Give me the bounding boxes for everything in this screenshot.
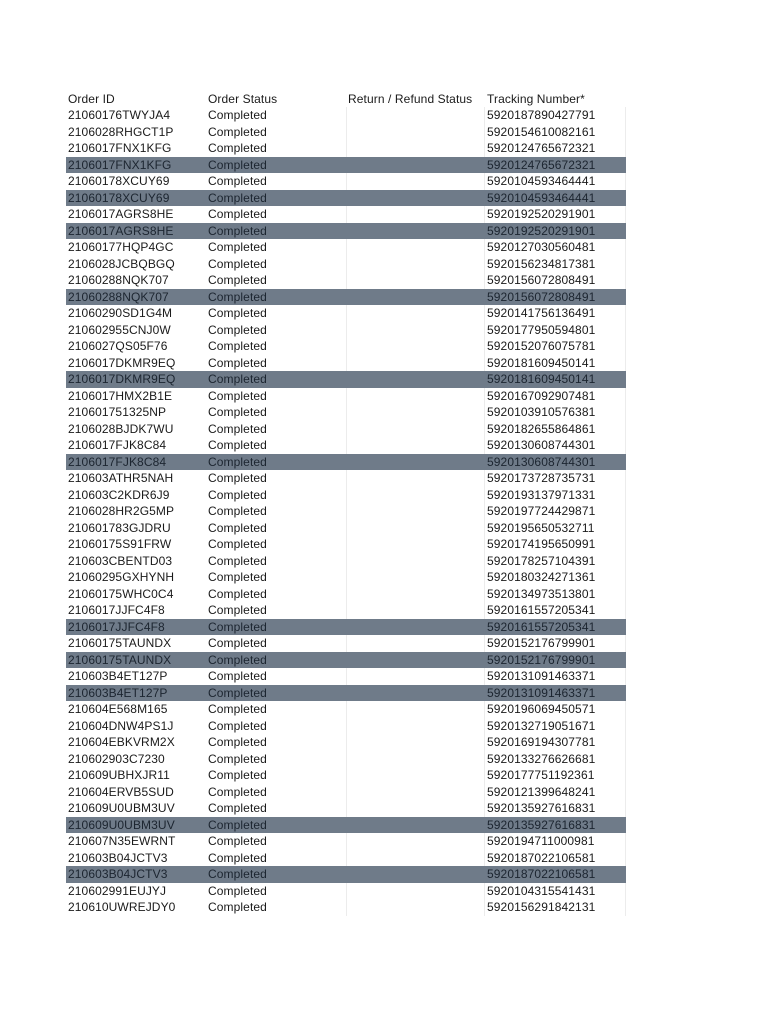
order-id-cell: 210601783GJDRU — [68, 520, 171, 535]
tracking-number-cell: 5920132719051671 — [485, 718, 626, 735]
tracking-number-cell: 5920193137971331 — [485, 487, 626, 504]
order-id-cell: 2106028HR2G5MP — [68, 504, 175, 518]
table-row — [66, 223, 626, 240]
tracking-number-cell: 5920187022106581 — [485, 850, 626, 867]
order-table — [66, 90, 626, 916]
order-status-cell: Completed — [208, 718, 267, 733]
table-header — [66, 90, 626, 107]
table-row — [66, 289, 626, 306]
tracking-number-cell: 5920124765672321 — [485, 140, 626, 157]
order-id-cell: 21060175TAUNDX — [68, 652, 172, 667]
order-id-cell: 2106017FJK8C84 — [68, 454, 167, 469]
tracking-number-cell: 5920124765672321 — [485, 157, 626, 174]
order-status-cell: Completed — [208, 306, 267, 320]
order-status-cell: Completed — [208, 784, 267, 799]
refund-status-cell — [346, 586, 485, 603]
tracking-number-cell: 5920177950594801 — [485, 322, 626, 339]
tracking-number-cell: 5920141756136491 — [485, 305, 626, 322]
order-status-cell: Completed — [208, 520, 267, 535]
table-row — [66, 256, 626, 273]
refund-status-cell — [346, 866, 485, 883]
tracking-number-cell: 5920131091463371 — [485, 685, 626, 702]
order-status-cell: Completed — [208, 685, 267, 700]
order-id-cell: 2106017AGRS8HE — [68, 207, 174, 221]
refund-status-cell — [346, 817, 485, 834]
order-status-cell: Completed — [208, 570, 267, 584]
tracking-number-cell: 5920194711000981 — [485, 833, 626, 850]
refund-status-cell — [346, 140, 485, 157]
tracking-number-cell: 5920134973513801 — [485, 586, 626, 603]
refund-status-cell — [346, 107, 485, 124]
order-id-cell: 21060290SD1G4M — [68, 306, 173, 320]
refund-status-cell — [346, 751, 485, 768]
tracking-number-cell: 5920156072808491 — [485, 272, 626, 289]
order-status-cell: Completed — [208, 141, 267, 155]
order-id-cell: 210603B04JCTV3 — [68, 850, 168, 865]
table-row — [66, 124, 626, 141]
table-row — [66, 388, 626, 405]
tracking-number-cell: 5920154610082161 — [485, 124, 626, 141]
table-row — [66, 586, 626, 603]
header-tracking-number: Tracking Number* — [487, 92, 585, 106]
order-id-cell: 210604ERVB5SUD — [68, 784, 174, 799]
refund-status-cell — [346, 899, 485, 916]
table-row — [66, 305, 626, 322]
order-status-cell: Completed — [208, 883, 267, 898]
order-id-cell: 210604EBKVRM2X — [68, 735, 175, 749]
table-row — [66, 470, 626, 487]
order-status-cell: Completed — [208, 471, 267, 485]
refund-status-cell — [346, 223, 485, 240]
table-row — [66, 520, 626, 537]
header-order-status: Order Status — [208, 92, 278, 106]
refund-status-cell — [346, 718, 485, 735]
tracking-number-cell: 5920192520291901 — [485, 223, 626, 240]
table-row — [66, 866, 626, 883]
table-row — [66, 454, 626, 471]
tracking-number-cell: 5920156291842131 — [485, 899, 626, 916]
table-row — [66, 602, 626, 619]
table-body — [66, 107, 626, 916]
header-refund-status: Return / Refund Status — [348, 92, 473, 106]
order-status-cell: Completed — [208, 454, 267, 469]
table-row — [66, 487, 626, 504]
table-row — [66, 107, 626, 124]
order-status-cell: Completed — [208, 372, 267, 386]
order-status-cell: Completed — [208, 537, 267, 551]
refund-status-cell — [346, 850, 485, 867]
order-id-cell: 210609UBHXJR11 — [68, 768, 170, 782]
refund-status-cell — [346, 272, 485, 289]
order-status-cell: Completed — [208, 867, 267, 881]
order-status-cell: Completed — [208, 586, 267, 601]
tracking-number-cell: 5920197724429871 — [485, 503, 626, 520]
order-status-cell: Completed — [208, 553, 267, 568]
tracking-number-cell: 5920161557205341 — [485, 602, 626, 619]
table-row — [66, 734, 626, 751]
order-status-cell: Completed — [208, 256, 267, 271]
order-id-cell: 210602991EUJYJ — [68, 883, 167, 898]
table-row — [66, 652, 626, 669]
order-id-cell: 2106028JCBQBGQ — [68, 256, 175, 271]
tracking-number-cell: 5920187890427791 — [485, 107, 626, 124]
order-status-cell: Completed — [208, 108, 267, 122]
tracking-number-cell: 5920131091463371 — [485, 668, 626, 685]
order-id-cell: 210603C2KDR6J9 — [68, 487, 170, 502]
refund-status-cell — [346, 173, 485, 190]
table-row — [66, 173, 626, 190]
order-id-cell: 21060176TWYJA4 — [68, 108, 171, 122]
order-status-cell: Completed — [208, 388, 267, 403]
table-row — [66, 553, 626, 570]
tracking-number-cell: 5920174195650991 — [485, 536, 626, 553]
refund-status-cell — [346, 206, 485, 223]
table-row — [66, 668, 626, 685]
order-id-cell: 210603B4ET127P — [68, 669, 168, 683]
order-status-cell: Completed — [208, 669, 267, 683]
tracking-number-cell: 5920104315541431 — [485, 883, 626, 900]
order-id-cell: 2106028RHGCT1P — [68, 124, 174, 139]
order-status-cell: Completed — [208, 619, 267, 634]
refund-status-cell — [346, 520, 485, 537]
refund-status-cell — [346, 784, 485, 801]
order-status-cell: Completed — [208, 900, 267, 914]
refund-status-cell — [346, 800, 485, 817]
refund-status-cell — [346, 487, 485, 504]
order-status-cell: Completed — [208, 817, 267, 832]
order-status-cell: Completed — [208, 157, 267, 172]
tracking-number-cell: 5920135927616831 — [485, 817, 626, 834]
order-status-cell: Completed — [208, 174, 267, 188]
order-status-cell: Completed — [208, 355, 267, 370]
tracking-number-cell: 5920167092907481 — [485, 388, 626, 405]
tracking-number-cell: 5920161557205341 — [485, 619, 626, 636]
order-status-cell: Completed — [208, 240, 267, 254]
refund-status-cell — [346, 569, 485, 586]
table-row — [66, 817, 626, 834]
refund-status-cell — [346, 355, 485, 372]
tracking-number-cell: 5920104593464441 — [485, 173, 626, 190]
order-status-cell: Completed — [208, 504, 267, 518]
refund-status-cell — [346, 454, 485, 471]
order-id-cell: 2106017JJFC4F8 — [68, 619, 165, 634]
order-id-cell: 210601751325NP — [68, 405, 167, 419]
table-row — [66, 685, 626, 702]
order-id-cell: 210607N35EWRNT — [68, 834, 176, 848]
order-id-cell: 2106017FJK8C84 — [68, 438, 167, 452]
tracking-number-cell: 5920195650532711 — [485, 520, 626, 537]
order-id-cell: 210603B4ET127P — [68, 685, 168, 700]
order-status-cell: Completed — [208, 702, 267, 716]
table-row — [66, 701, 626, 718]
order-status-cell: Completed — [208, 322, 267, 337]
refund-status-cell — [346, 470, 485, 487]
table-row — [66, 206, 626, 223]
order-id-cell: 210602903C7230 — [68, 751, 165, 766]
table-row — [66, 404, 626, 421]
refund-status-cell — [346, 388, 485, 405]
tracking-number-cell: 5920173728735731 — [485, 470, 626, 487]
tracking-number-cell: 5920133276626681 — [485, 751, 626, 768]
order-id-cell: 21060175S91FRW — [68, 537, 172, 551]
order-status-cell: Completed — [208, 487, 267, 502]
tracking-number-cell: 5920130608744301 — [485, 437, 626, 454]
order-id-cell: 2106028BJDK7WU — [68, 421, 174, 436]
table-row — [66, 883, 626, 900]
refund-status-cell — [346, 734, 485, 751]
refund-status-cell — [346, 305, 485, 322]
refund-status-cell — [346, 404, 485, 421]
order-id-cell: 2106017AGRS8HE — [68, 223, 174, 238]
refund-status-cell — [346, 437, 485, 454]
order-status-cell: Completed — [208, 273, 267, 287]
order-id-cell: 21060175TAUNDX — [68, 636, 172, 650]
refund-status-cell — [346, 289, 485, 306]
refund-status-cell — [346, 619, 485, 636]
refund-status-cell — [346, 635, 485, 652]
tracking-number-cell: 5920181609450141 — [485, 371, 626, 388]
table-row — [66, 322, 626, 339]
order-status-cell: Completed — [208, 421, 267, 436]
table-row — [66, 833, 626, 850]
refund-status-cell — [346, 124, 485, 141]
order-id-cell: 21060177HQP4GC — [68, 240, 174, 254]
refund-status-cell — [346, 421, 485, 438]
table-row — [66, 767, 626, 784]
tracking-number-cell: 5920192520291901 — [485, 206, 626, 223]
order-id-cell: 21060288NQK707 — [68, 273, 169, 287]
table-row — [66, 239, 626, 256]
tracking-number-cell: 5920196069450571 — [485, 701, 626, 718]
order-id-cell: 21060178XCUY69 — [68, 190, 170, 205]
order-id-cell: 21060175WHC0C4 — [68, 586, 174, 601]
order-status-cell: Completed — [208, 339, 267, 353]
refund-status-cell — [346, 602, 485, 619]
order-status-cell: Completed — [208, 223, 267, 238]
order-status-cell: Completed — [208, 850, 267, 865]
tracking-number-cell: 5920135927616831 — [485, 800, 626, 817]
refund-status-cell — [346, 833, 485, 850]
order-id-cell: 21060178XCUY69 — [68, 174, 170, 188]
refund-status-cell — [346, 239, 485, 256]
order-id-cell: 2106017FNX1KFG — [68, 157, 172, 172]
table-row — [66, 899, 626, 916]
order-status-cell: Completed — [208, 190, 267, 205]
order-status-cell: Completed — [208, 636, 267, 650]
table-row — [66, 157, 626, 174]
order-id-cell: 210604E568M165 — [68, 702, 168, 716]
table-row — [66, 536, 626, 553]
tracking-number-cell: 5920104593464441 — [485, 190, 626, 207]
order-id-cell: 210604DNW4PS1J — [68, 718, 174, 733]
tracking-number-cell: 5920103910576381 — [485, 404, 626, 421]
refund-status-cell — [346, 503, 485, 520]
refund-status-cell — [346, 652, 485, 669]
table-row — [66, 437, 626, 454]
order-id-cell: 210610UWREJDY0 — [68, 900, 176, 914]
refund-status-cell — [346, 536, 485, 553]
tracking-number-cell: 5920130608744301 — [485, 454, 626, 471]
tracking-number-cell: 5920182655864861 — [485, 421, 626, 438]
refund-status-cell — [346, 338, 485, 355]
order-id-cell: 210603B04JCTV3 — [68, 867, 168, 881]
tracking-number-cell: 5920156234817381 — [485, 256, 626, 273]
refund-status-cell — [346, 668, 485, 685]
order-status-cell: Completed — [208, 603, 267, 617]
table-row — [66, 850, 626, 867]
refund-status-cell — [346, 883, 485, 900]
table-row — [66, 751, 626, 768]
table-row — [66, 140, 626, 157]
table-row — [66, 371, 626, 388]
order-id-cell: 210603CBENTD03 — [68, 553, 173, 568]
tracking-number-cell: 5920177751192361 — [485, 767, 626, 784]
table-row — [66, 338, 626, 355]
tracking-number-cell: 5920156072808491 — [485, 289, 626, 306]
table-row — [66, 503, 626, 520]
order-id-cell: 210609U0UBM3UV — [68, 817, 175, 832]
tracking-number-cell: 5920178257104391 — [485, 553, 626, 570]
refund-status-cell — [346, 157, 485, 174]
refund-status-cell — [346, 553, 485, 570]
order-id-cell: 2106017JJFC4F8 — [68, 603, 165, 617]
order-status-cell: Completed — [208, 768, 267, 782]
table-row — [66, 784, 626, 801]
table-row — [66, 355, 626, 372]
table-row — [66, 272, 626, 289]
refund-status-cell — [346, 767, 485, 784]
tracking-number-cell: 5920121399648241 — [485, 784, 626, 801]
refund-status-cell — [346, 322, 485, 339]
order-id-cell: 2106017FNX1KFG — [68, 141, 172, 155]
order-id-cell: 2106027QS05F76 — [68, 339, 168, 353]
order-id-cell: 21060288NQK707 — [68, 289, 169, 304]
table-row — [66, 619, 626, 636]
order-id-cell: 210609U0UBM3UV — [68, 801, 175, 815]
order-status-cell: Completed — [208, 652, 267, 667]
order-id-cell: 2106017HMX2B1E — [68, 388, 173, 403]
refund-status-cell — [346, 371, 485, 388]
refund-status-cell — [346, 685, 485, 702]
table-row — [66, 190, 626, 207]
tracking-number-cell: 5920187022106581 — [485, 866, 626, 883]
order-id-cell: 2106017DKMR9EQ — [68, 372, 176, 386]
refund-status-cell — [346, 701, 485, 718]
tracking-number-cell: 5920169194307781 — [485, 734, 626, 751]
table-row — [66, 800, 626, 817]
tracking-number-cell: 5920152176799901 — [485, 635, 626, 652]
order-id-cell: 210603ATHR5NAH — [68, 471, 174, 485]
table-row — [66, 635, 626, 652]
tracking-number-cell: 5920152076075781 — [485, 338, 626, 355]
refund-status-cell — [346, 190, 485, 207]
tracking-number-cell: 5920180324271361 — [485, 569, 626, 586]
tracking-number-cell: 5920127030560481 — [485, 239, 626, 256]
order-status-cell: Completed — [208, 735, 267, 749]
order-id-cell: 21060295GXHYNH — [68, 570, 175, 584]
order-status-cell: Completed — [208, 289, 267, 304]
order-status-cell: Completed — [208, 207, 267, 221]
tracking-number-cell: 5920152176799901 — [485, 652, 626, 669]
order-status-cell: Completed — [208, 438, 267, 452]
table-row — [66, 569, 626, 586]
order-id-cell: 2106017DKMR9EQ — [68, 355, 176, 370]
order-status-cell: Completed — [208, 751, 267, 766]
table-row — [66, 421, 626, 438]
order-id-cell: 210602955CNJ0W — [68, 322, 171, 337]
order-status-cell: Completed — [208, 834, 267, 848]
refund-status-cell — [346, 256, 485, 273]
tracking-number-cell: 5920181609450141 — [485, 355, 626, 372]
table-row — [66, 718, 626, 735]
order-status-cell: Completed — [208, 801, 267, 815]
header-order-id: Order ID — [68, 92, 115, 106]
order-status-cell: Completed — [208, 124, 267, 139]
order-status-cell: Completed — [208, 405, 267, 419]
